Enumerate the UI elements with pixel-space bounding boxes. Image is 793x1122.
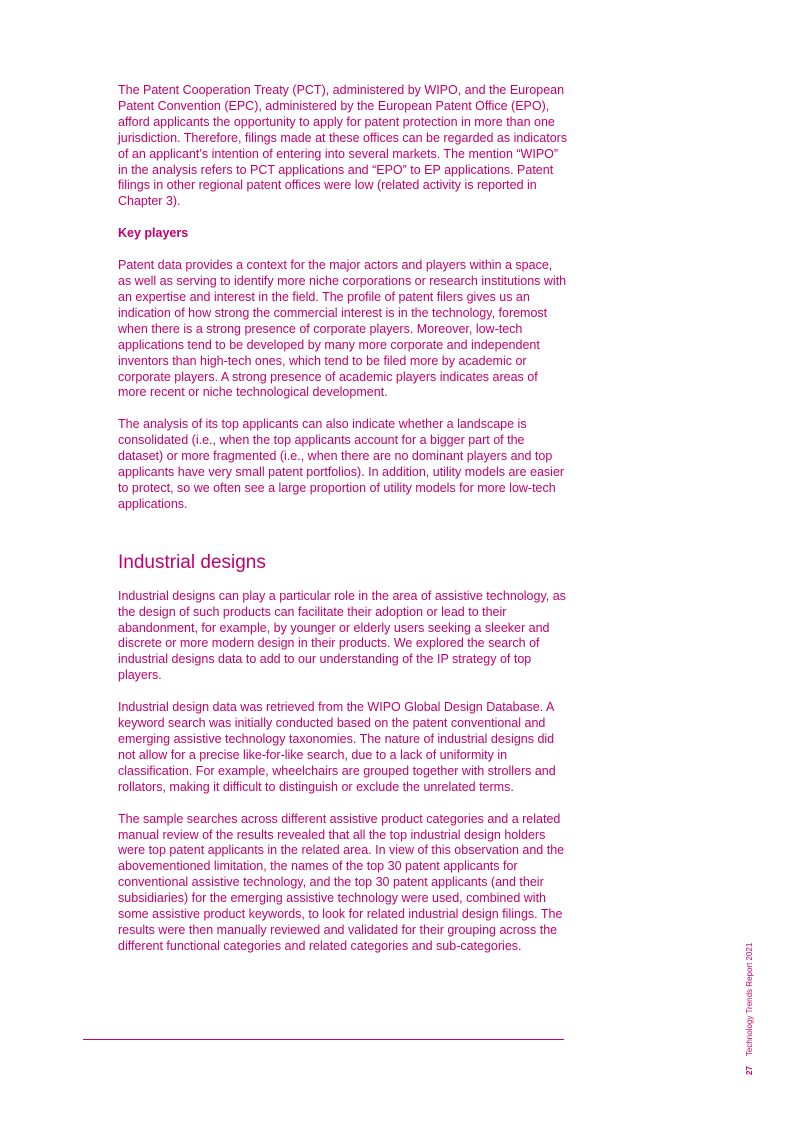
body-column xyxy=(118,83,568,955)
industrial-designs-heading: Industrial designs xyxy=(118,551,266,573)
key-players-paragraph-2: The analysis of its top applicants can also indicate whether a landscape is consolidated (i.e., when the top applicants account for a bigger part of the dataset) or more fragmented (i.e., when there are no dominant players and top applicants have very small patent portfolios). In addition, utility models are easier to protect, so we often see a large proportion of utility models for more low-tech applications. xyxy=(118,417,565,511)
industrial-designs-paragraph-2: Industrial design data was retrieved from the WIPO Global Design Database. A keyword search was initially conducted based on the patent conventional and emerging assistive technology taxonomies. The nature of industrial designs did not allow for a precise like-for-like search, due to a lack of uniformity in classification. For example, wheelchairs are grouped together with strollers and rollators, making it difficult to distinguish or exclude the unrelated terms. xyxy=(118,700,556,794)
industrial-designs-paragraph-1: Industrial designs can play a particular role in the area of assistive technology, as the design of such products can facilitate their adoption or lead to their abandonment, for example, by younger or elderly users seeking a sleeker and discrete or more modern design in their products. We explored the search of industrial designs data to add to our understanding of the IP strategy of top players. xyxy=(118,588,566,683)
key-players-heading: Key players xyxy=(118,226,189,241)
footer-divider xyxy=(83,1039,564,1040)
page-number: 27 xyxy=(745,1066,754,1075)
report-title: Technology Trends Report 2021 xyxy=(745,942,754,1057)
key-players-paragraph-1: Patent data provides a context for the major actors and players within a space, as well as serving to identify more niche corporations or research institutions with an expertise and interest in the field. The profile of patent filers gives us an indication of how strong the commercial interest is in the technology, foremost when there is a strong presence of corporate players. Moreover, low-tech applications tend to be developed by many more corporate and independent inventors than high-tech ones, which tend to be filed more by academic or corporate players. A strong presence of academic players indicates areas of more recent or niche technological development. xyxy=(118,258,567,400)
intro-paragraph: The Patent Cooperation Treaty (PCT), administered by WIPO, and the European Patent Convention (EPC), administered by the European Patent Office (EPO), afford applicants the opportunity to apply for patent protection in more than one jurisdiction. Therefore, filings made at these offices can be regarded as indicators of an applicant’s intention of entering into several markets. The mention “WIPO” in the analysis refers to PCT applications and “EPO” to EP applications. Patent filings in other regional patent offices were low (related activity is reported in Chapter 3). xyxy=(118,83,568,209)
page-footer xyxy=(745,943,755,1075)
industrial-designs-paragraph-3: The sample searches across different assistive product categories and a related manual review of the results revealed that all the top industrial design holders were top patent applicants in the related area. In view of this observation and the abovementioned limitation, the names of the top 30 patent applicants for conventional assistive technology, and the top 30 patent applicants (and their subsidiaries) for the emerging assistive technology were used, combined with some assistive product keywords, to look for related industrial design filings. The results were then manually reviewed and validated for their grouping across the different functional categories and related categories and sub-categories. xyxy=(118,811,565,953)
